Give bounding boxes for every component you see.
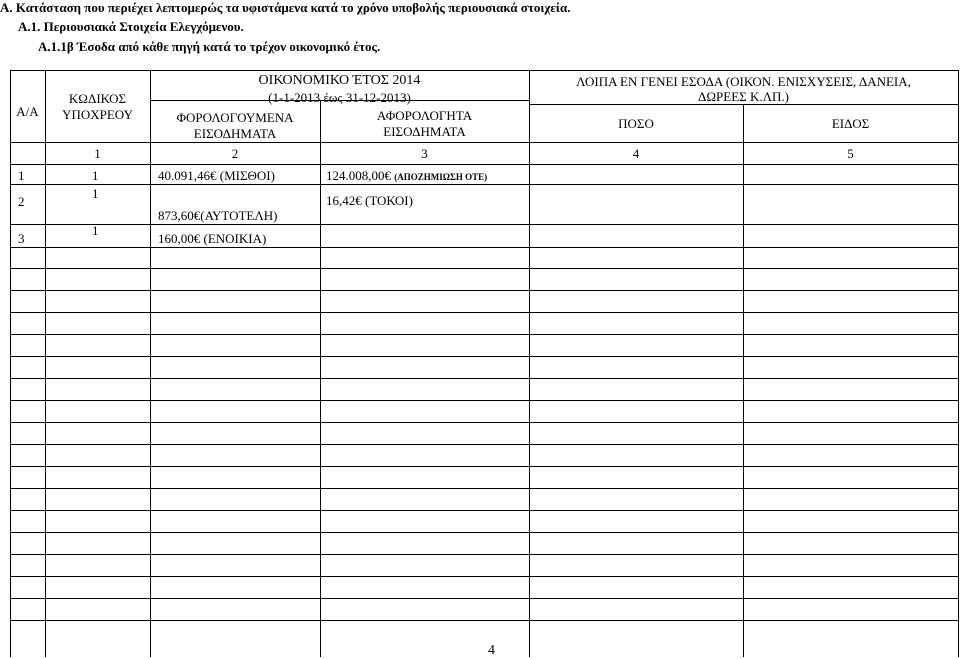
grid-hline: [10, 224, 959, 225]
row-1-nontaxable-note: (ΑΠΟΖΗΜΙΩΣΗ ΟΤΕ): [394, 172, 488, 182]
grid-hline: [529, 104, 959, 105]
row-2-nontaxable: 16,42€ (ΤΟΚΟΙ): [326, 193, 413, 208]
col-number: 4: [632, 146, 640, 161]
row-2-code: 1: [92, 186, 99, 201]
grid-hline: [10, 312, 959, 313]
grid-hline: [10, 164, 959, 165]
grid-hline: [10, 290, 959, 291]
grid-hline: [10, 142, 959, 143]
col-header-other-income-1: ΛΟΙΠΑ ΕΝ ΓΕΝΕΙ ΕΣΟΔΑ (ΟΙΚΟΝ. ΕΝΙΣΧΥΣΕΙΣ, ΔΑΝΕΙΑ,: [576, 74, 911, 89]
row-1-nontaxable: [326, 168, 487, 185]
col-header-taxable-1: ΦΟΡΟΛΟΓΟΥΜΕΝΑ: [176, 110, 294, 125]
heading-line-3: Α.1.1β Έσοδα από κάθε πηγή κατά το τρέχον οικονομικό έτος.: [38, 39, 381, 54]
col-number: 2: [231, 146, 239, 161]
grid-vline: [743, 104, 744, 657]
heading-line-1: Α. Κατάσταση που περιέχει λεπτομερώς τα υφιστάμενα κατά το χρόνο υποβολής περιουσιακά στοιχεία.: [0, 0, 571, 15]
heading-line-2: Α.1. Περιουσιακά Στοιχεία Ελεγχόμενου.: [18, 19, 244, 34]
grid-vline: [958, 70, 959, 657]
grid-hline: [10, 247, 959, 248]
grid-hline: [10, 378, 959, 379]
row-3-code: 1: [92, 223, 99, 238]
col-header-amount: ΠΟΣΟ: [618, 116, 654, 131]
col-number: 1: [94, 146, 101, 161]
grid-hline: [10, 334, 959, 335]
row-1-aa: 1: [18, 168, 25, 183]
grid-hline: [10, 268, 959, 269]
row-2-taxable: 873,60€(ΑΥΤΟΤΕΛΗ): [158, 208, 278, 223]
col-header-nontaxable-1: ΑΦΟΡΟΛΟΓΗΤΑ: [376, 108, 473, 123]
grid-hline: [10, 422, 959, 423]
fiscal-year-label: ΟΙΚΟΝΟΜΙΚΟ ΈΤΟΣ 2014: [258, 73, 421, 88]
grid-hline: [10, 444, 959, 445]
grid-hline: [10, 356, 959, 357]
col-number: 5: [847, 146, 854, 161]
grid-hline: [10, 70, 959, 71]
row-3-taxable: 160,00€ (ΕΝΟΙΚΙΑ): [158, 231, 267, 246]
grid-hline: [10, 598, 959, 599]
grid-hline: [10, 576, 959, 577]
row-1-code: 1: [92, 168, 99, 183]
col-header-nontaxable-2: ΕΙΣΟΔΗΜΑΤΑ: [383, 124, 466, 139]
col-header-code-1: ΚΩΔΙΚΟΣ: [68, 91, 127, 106]
row-2-aa: 2: [18, 194, 25, 209]
grid-hline: [10, 510, 959, 511]
row-3-aa: 3: [18, 231, 25, 246]
grid-hline: [10, 554, 959, 555]
grid-hline: [10, 400, 959, 401]
grid-hline: [10, 488, 959, 489]
row-1-taxable: 40.091,46€ (ΜΙΣΘΟΙ): [158, 168, 275, 183]
col-header-type: ΕΙΔΟΣ: [831, 116, 870, 131]
grid-hline: [10, 620, 959, 621]
page-number: 4: [488, 643, 495, 658]
col-header-code-2: ΥΠΟΧΡΕΟΥ: [62, 107, 133, 122]
col-header-aa: Α/Α: [16, 104, 39, 119]
col-header-taxable-2: ΕΙΣΟΔΗΜΑΤΑ: [193, 126, 277, 141]
fiscal-period-label: (1-1-2013 έως 31-12-2013): [268, 90, 411, 105]
col-header-other-income-2: ΔΩΡΕΕΣ Κ.ΛΠ.): [698, 89, 789, 104]
grid-vline: [10, 70, 11, 657]
col-number: 3: [421, 146, 428, 161]
grid-hline: [10, 532, 959, 533]
row-1-nontaxable-amount: 124.008,00€: [326, 168, 391, 183]
grid-hline: [10, 466, 959, 467]
